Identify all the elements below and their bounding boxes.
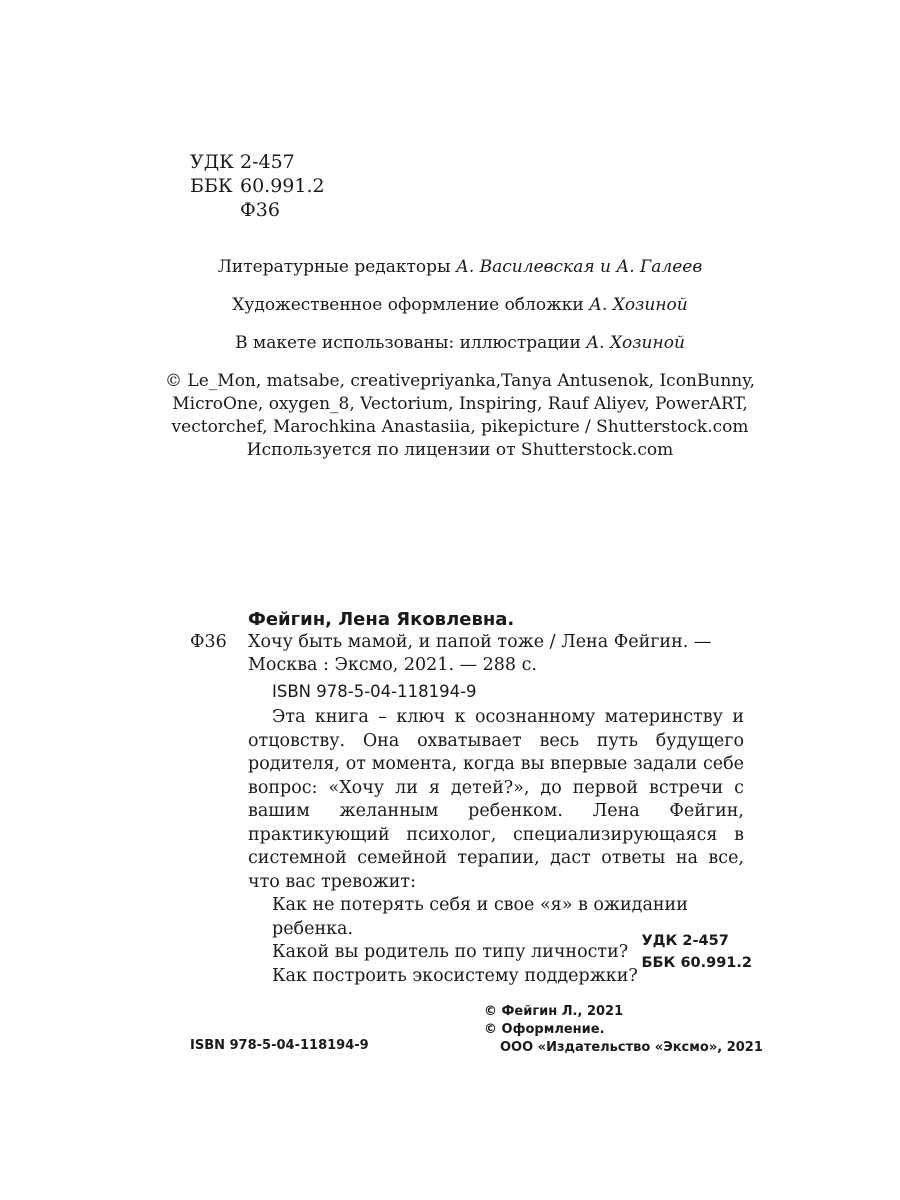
author-heading: Фейгин, Лена Яковлевна. [248, 609, 515, 630]
author-mark: Ф36 [240, 199, 280, 221]
udk-label: УДК [190, 151, 234, 173]
annotation-paragraph: Эта книга – ключ к осознанному материнству и отцовству. Она охватывает весь путь будущего родителя, от момента, когда вы впервые задали себе вопрос: «Хочу ли я детей?», до первой встречи с вашим желанным ребенком. Лена Фейгин, практикующий психолог, специализирующаяся в системной семейной терапии, даст ответы на все, что вас тревожит: [248, 707, 744, 892]
library-card [190, 608, 750, 703]
udk-row [190, 150, 325, 174]
layout-credit [160, 332, 760, 355]
title-line-1: Хочу быть мамой, и папой тоже / Лена Фейгин. — [248, 632, 712, 652]
title-row [190, 631, 750, 654]
stock-line: vectorchef, Marochkina Anastasiia, pikepicture / Shutterstock.com [171, 417, 749, 437]
index-right [641, 930, 752, 974]
bbk-value: 60.991.2 [240, 175, 325, 197]
cover-name: А. Хозиной [589, 295, 688, 315]
title-line-2: Москва : Эксмо, 2021. — 288 с. [248, 655, 537, 675]
classification-block [190, 150, 325, 222]
index-bbk: ББК 60.991.2 [641, 955, 752, 971]
copyright-line: © Оформление. [484, 1022, 605, 1037]
layout-prefix: В макете использованы: иллюстрации [235, 333, 581, 353]
editors-names: А. Василевская и А. Галеев [455, 257, 703, 277]
stock-line: MicroOne, oxygen_8, Vectorium, Inspiring, Rauf Aliyev, PowerART, [172, 394, 748, 414]
annotation-question: Как не потерять себя и свое «я» в ожидании ребенка. [272, 895, 688, 939]
copyright-line: ООО «Издательство «Эксмо», 2021 [500, 1040, 763, 1055]
isbn-bottom: ISBN 978-5-04-118194-9 [190, 1038, 369, 1053]
bbk-label: ББК [190, 175, 233, 197]
author-mark-row [190, 198, 325, 222]
cover-prefix: Художественное оформление обложки [232, 295, 584, 315]
stock-line: © Le_Mon, matsabe, creativepriyanka,Tanya Antusenok, IconBunny, [165, 371, 755, 391]
layout-name: А. Хозиной [586, 333, 685, 353]
cover-credit [160, 294, 760, 317]
annotation-question: Какой вы родитель по типу личности? [272, 942, 629, 962]
editors-credit [160, 256, 760, 279]
stock-credits [160, 370, 760, 462]
editors-prefix: Литературные редакторы [217, 257, 451, 277]
card-code: Ф36 [190, 632, 227, 652]
udk-value: 2-457 [240, 151, 295, 173]
bbk-row [190, 174, 325, 198]
annotation-question: Как построить экосистему поддержки? [272, 965, 638, 986]
card-isbn: ISBN 978-5-04-118194-9 [272, 682, 477, 701]
copyright-block [484, 1003, 763, 1057]
index-udk: УДК 2-457 [641, 933, 729, 949]
stock-line: Используется по лицензии от Shutterstock.com [246, 440, 674, 460]
copyright-line: © Фейгин Л., 2021 [484, 1004, 624, 1019]
